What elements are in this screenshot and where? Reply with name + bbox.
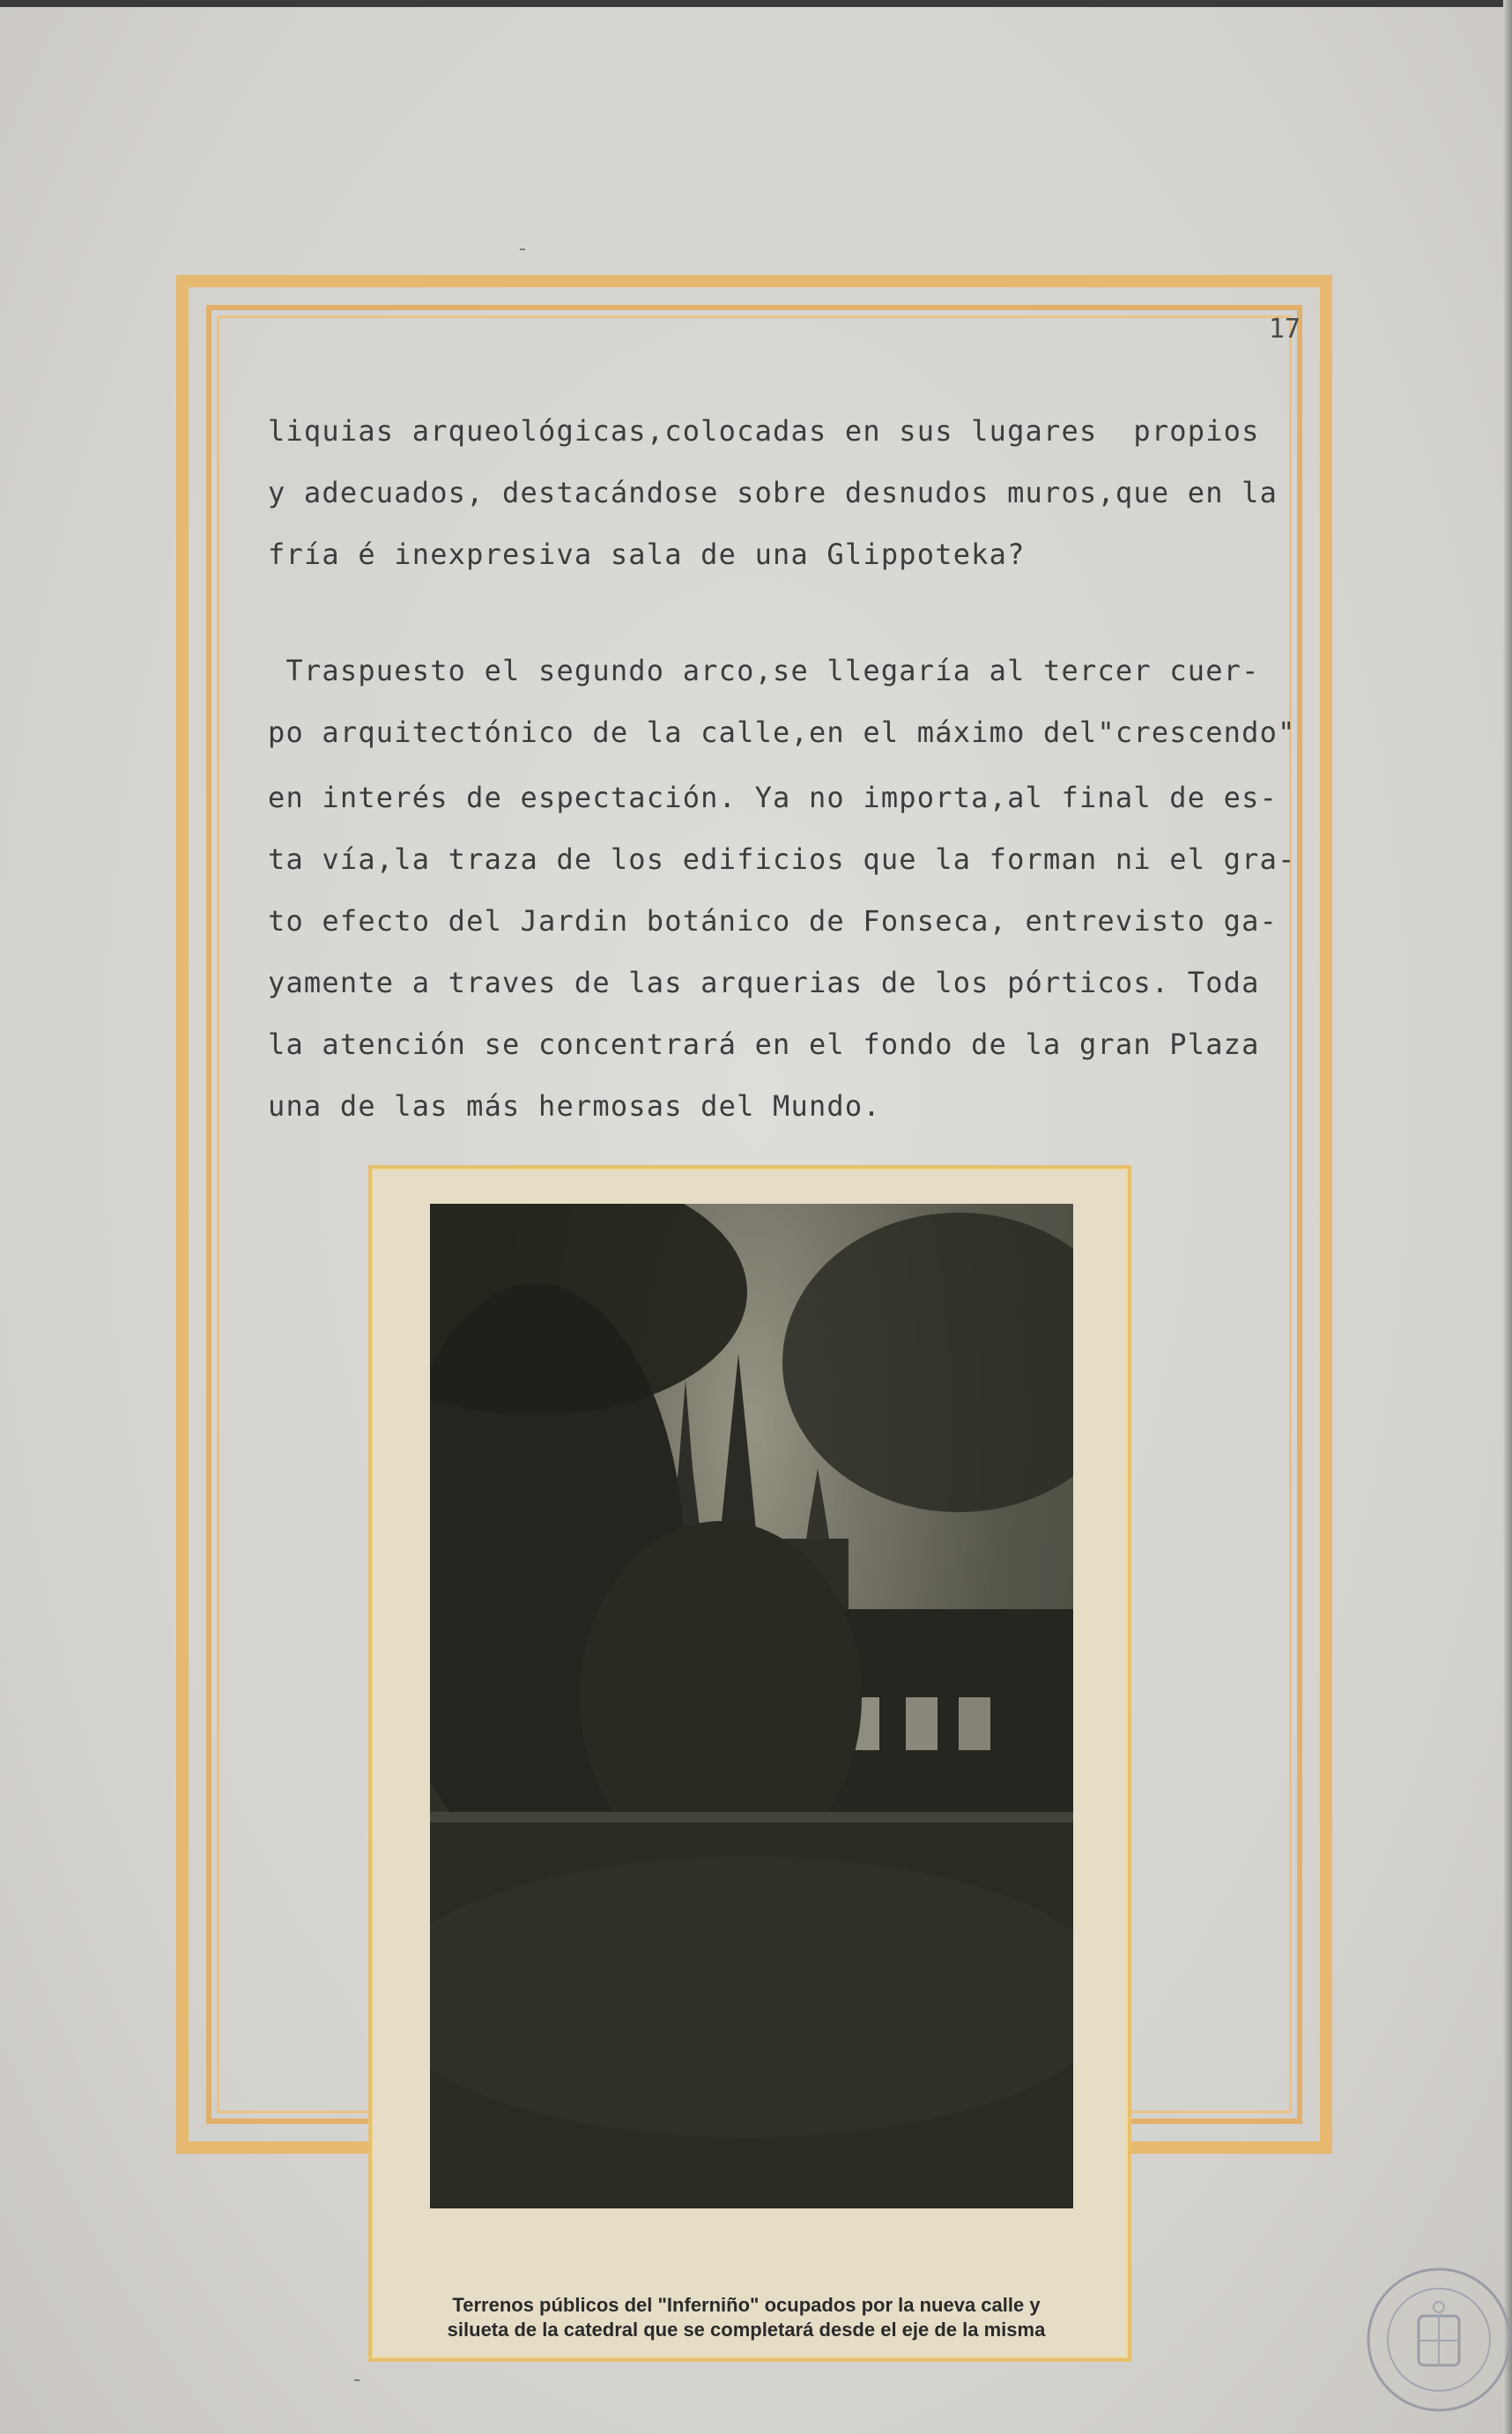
cathedral-photo-illustration — [430, 1204, 1073, 2208]
text-line: la atención se concentrará en el fondo de la gran Plaza — [268, 1028, 1260, 1061]
university-seal-stamp — [1364, 2265, 1512, 2415]
cathedral-photo — [430, 1204, 1073, 2208]
caption-line: Terrenos públicos del "Inferniño" ocupados por la nueva calle y — [452, 2294, 1041, 2316]
ink-mark — [354, 2379, 359, 2381]
text-line: to efecto del Jardin botánico de Fonseca, entrevisto ga- — [268, 904, 1279, 938]
text-line: yamente a traves de las arquerias de los pórticos. Toda — [268, 966, 1260, 999]
text-line: Traspuesto el segundo arco,se llegaría al tercer cuer- — [268, 654, 1260, 687]
caption-line: silueta de la catedral que se completará desde el eje de la misma — [447, 2319, 1046, 2341]
text-line: ta vía,la traza de los edificios que la forman ni el gra- — [268, 842, 1296, 876]
page-number: 17 — [1268, 314, 1301, 345]
ink-mark — [520, 249, 525, 250]
text-line: en interés de espectación. Ya no importa,al final de es- — [268, 781, 1279, 814]
text-line: y adecuados, destacándose sobre desnudos muros,que en la — [268, 476, 1279, 509]
right-edge — [1503, 0, 1512, 2434]
text-line: una de las más hermosas del Mundo. — [268, 1089, 881, 1123]
text-line: liquias arqueológicas,colocadas en sus lugares propios — [268, 414, 1260, 448]
text-line: fría é inexpresiva sala de una Glippoteka? — [268, 538, 1026, 571]
seal-icon — [1364, 2265, 1512, 2415]
top-edge — [0, 0, 1512, 7]
clipping-caption — [363, 2293, 1130, 2342]
text-line: po arquitectónico de la calle,en el máximo del"crescendo" — [268, 716, 1296, 749]
